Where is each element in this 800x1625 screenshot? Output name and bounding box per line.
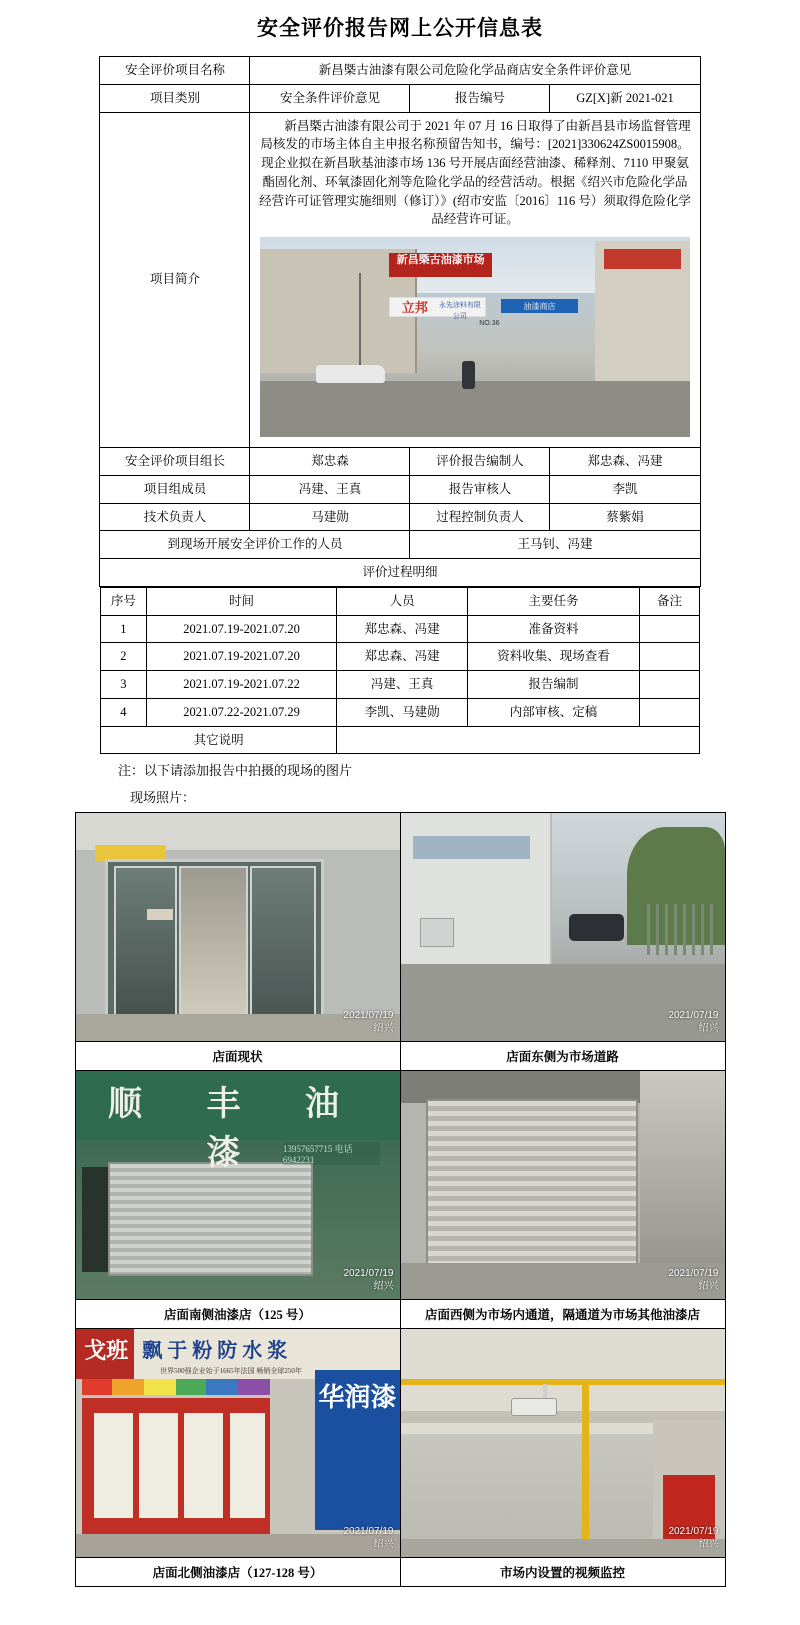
page-title: 安全评价报告网上公开信息表	[257, 16, 543, 40]
sign-blue-text: 油漆商店	[523, 302, 556, 311]
table-row	[100, 84, 700, 112]
g5-sub-text: 世界500强企业始于1665年法国 畅销全球250年	[160, 1366, 302, 1375]
stamp-date: 2021/07/19	[343, 1010, 394, 1022]
stamp-place: 绍兴	[698, 1022, 719, 1034]
gallery-image-row	[75, 1071, 725, 1300]
row-time: 2021.07.19-2021.07.20	[146, 643, 337, 671]
row-remark	[640, 643, 700, 671]
writer-value: 郑忠森、冯建	[550, 448, 700, 476]
gallery-image-row	[75, 813, 725, 1042]
g5-brand-text: 华润漆	[318, 1383, 397, 1413]
photo-caption-1: 店面现状	[75, 1042, 400, 1071]
photo-6	[401, 1329, 725, 1557]
table-row	[101, 615, 700, 643]
row-remark	[640, 615, 700, 643]
stamp-date: 2021/07/19	[668, 1010, 719, 1022]
site-photos-label: 现场照片：	[130, 790, 196, 806]
col-time: 时间	[146, 587, 337, 615]
gallery-cell-5	[75, 1329, 400, 1558]
table-row	[101, 671, 700, 699]
g5-top-mid-text: 飘 于 粉 防 水 浆	[142, 1339, 288, 1362]
leader-value: 郑忠森	[250, 448, 410, 476]
process-table	[100, 587, 700, 755]
photo-timestamp	[668, 1010, 718, 1035]
photo-caption-5: 店面北侧油漆店（127-128 号）	[75, 1558, 400, 1587]
tech-label: 技术负责人	[100, 503, 250, 531]
intro-label: 项目简介	[100, 112, 250, 448]
gallery-cell-4	[400, 1071, 725, 1300]
row-remark	[640, 698, 700, 726]
table-row	[100, 503, 700, 531]
shopfront-photo-art	[76, 813, 400, 1041]
writer-label: 评价报告编制人	[410, 448, 550, 476]
shop-phone-text: 13957657715 电话 6942231	[283, 1142, 380, 1165]
stamp-date: 2021/07/19	[343, 1526, 394, 1538]
stamp-date: 2021/07/19	[343, 1268, 394, 1280]
photo-5	[76, 1329, 400, 1557]
south-paint-shop-photo-art	[76, 1071, 400, 1299]
intro-photo	[260, 237, 690, 437]
other-label: 其它说明	[101, 726, 337, 754]
photo-3	[76, 1071, 400, 1299]
intro-cell	[250, 112, 700, 448]
sign-brand-text: 立邦	[401, 300, 428, 315]
sign-sub-text: 永先涂料有限公司	[438, 301, 481, 320]
photo-1	[76, 813, 400, 1041]
other-value	[337, 726, 700, 754]
north-paint-shop-photo-art	[76, 1329, 400, 1557]
gallery-caption-row	[75, 1558, 725, 1587]
gallery-cell-2	[400, 813, 725, 1042]
table-row	[100, 531, 700, 559]
reviewer-value: 李凯	[550, 475, 700, 503]
category-label: 项目类别	[100, 84, 250, 112]
stamp-place: 绍兴	[373, 1022, 394, 1034]
report-no-label: 报告编号	[410, 84, 550, 112]
row-time: 2021.07.22-2021.07.29	[146, 698, 337, 726]
report-no-value: GZ[X]新 2021-021	[550, 84, 700, 112]
photo-caption-3: 店面南侧油漆店（125 号）	[75, 1300, 400, 1329]
row-remark	[640, 671, 700, 699]
table-row	[100, 112, 700, 448]
market-road-photo-art	[401, 813, 725, 1041]
row-task: 内部审核、定稿	[468, 698, 640, 726]
stamp-date: 2021/07/19	[668, 1268, 719, 1280]
col-remark: 备注	[640, 587, 700, 615]
photo-caption-4: 店面西侧为市场内通道，隔通道为市场其他油漆店	[400, 1300, 725, 1329]
row-time: 2021.07.19-2021.07.20	[146, 615, 337, 643]
stamp-place: 绍兴	[698, 1538, 719, 1550]
cctv-photo-art	[401, 1329, 725, 1557]
row-people: 郑忠森、冯建	[337, 615, 468, 643]
stamp-place: 绍兴	[373, 1280, 394, 1292]
col-people: 人员	[337, 587, 468, 615]
photo-timestamp	[343, 1526, 393, 1551]
door-no-text: NO.36	[479, 320, 500, 327]
market-sign-right	[604, 249, 681, 269]
note	[100, 760, 700, 779]
row-task: 报告编制	[468, 671, 640, 699]
table-header-row	[101, 587, 700, 615]
stamp-date: 2021/07/19	[668, 1526, 719, 1538]
row-no: 1	[101, 615, 147, 643]
note-text: 注：以下请添加报告中拍摄的现场的图片	[118, 763, 353, 779]
sign-red-text: 新昌槩古油漆市场	[396, 254, 485, 266]
shop-sign-text: 顺 丰 油 漆	[108, 1085, 367, 1172]
row-people: 冯建、王真	[337, 671, 468, 699]
col-no: 序号	[101, 587, 147, 615]
onsite-value: 王马钊、冯建	[410, 531, 700, 559]
photo-caption-2: 店面东侧为市场道路	[400, 1042, 725, 1071]
project-name-value: 新昌槩古油漆有限公司危险化学品商店安全条件评价意见	[250, 57, 700, 85]
table-row	[101, 726, 700, 754]
table-row	[100, 559, 700, 587]
photo-timestamp	[668, 1526, 718, 1551]
col-task: 主要任务	[468, 587, 640, 615]
members-value: 冯建、王真	[250, 475, 410, 503]
table-row	[100, 448, 700, 476]
table-row	[100, 475, 700, 503]
gallery-cell-3	[75, 1071, 400, 1300]
photo-4	[401, 1071, 725, 1299]
row-task: 资料收集、现场查看	[468, 643, 640, 671]
tech-value: 马建勋	[250, 503, 410, 531]
table-row	[101, 698, 700, 726]
photo-timestamp	[343, 1268, 393, 1293]
category-value: 安全条件评价意见	[250, 84, 410, 112]
table-row	[101, 643, 700, 671]
photo-caption-6: 市场内设置的视频监控	[400, 1558, 725, 1587]
row-no: 2	[101, 643, 147, 671]
info-table	[99, 56, 700, 587]
process-owner-value: 蔡紫娟	[550, 503, 700, 531]
row-people: 李凯、马建勋	[337, 698, 468, 726]
photo-gallery	[75, 812, 726, 1587]
members-label: 项目组成员	[100, 475, 250, 503]
photo-timestamp	[343, 1010, 393, 1035]
gallery-cell-6	[400, 1329, 725, 1558]
reviewer-label: 报告审核人	[410, 475, 550, 503]
row-no: 4	[101, 698, 147, 726]
west-corridor-photo-art	[401, 1071, 725, 1299]
stamp-place: 绍兴	[373, 1538, 394, 1550]
intro-text: 新昌槩古油漆有限公司于 2021 年 07 月 16 日取得了由新昌县市场监督管理局核发的市场主体自主申报名称预留告知书，编号：[2021]330624ZS0015908。现企业拟在新昌耿基油漆市场 136 号开展店面经营油漆、稀释剂、7110 甲聚氨酯固化剂、环氧漆固化剂等危险化学品的经营活动。根据《绍兴市危险化学品经营许可证管理实施细则（修订）》(绍市安监〔2016〕116 号）须取得危险化学品经营许可证。	[259, 118, 691, 227]
onsite-label: 到现场开展安全评价工作的人员	[100, 531, 410, 559]
photo-2	[401, 813, 725, 1041]
row-task: 准备资料	[468, 615, 640, 643]
gallery-cell-1	[75, 813, 400, 1042]
g5-top-left-text: 戈班	[84, 1337, 129, 1363]
process-owner-label: 过程控制负责人	[410, 503, 550, 531]
gallery-caption-row	[75, 1300, 725, 1329]
row-no: 3	[101, 671, 147, 699]
leader-label: 安全评价项目组长	[100, 448, 250, 476]
gallery-caption-row	[75, 1042, 725, 1071]
project-name-label: 安全评价项目名称	[100, 57, 250, 85]
row-time: 2021.07.19-2021.07.22	[146, 671, 337, 699]
process-detail-title: 评价过程明细	[100, 559, 700, 587]
gallery-image-row	[75, 1329, 725, 1558]
row-people: 郑忠森、冯建	[337, 643, 468, 671]
table-row	[100, 57, 700, 85]
stamp-place: 绍兴	[698, 1280, 719, 1292]
photo-timestamp	[668, 1268, 718, 1293]
